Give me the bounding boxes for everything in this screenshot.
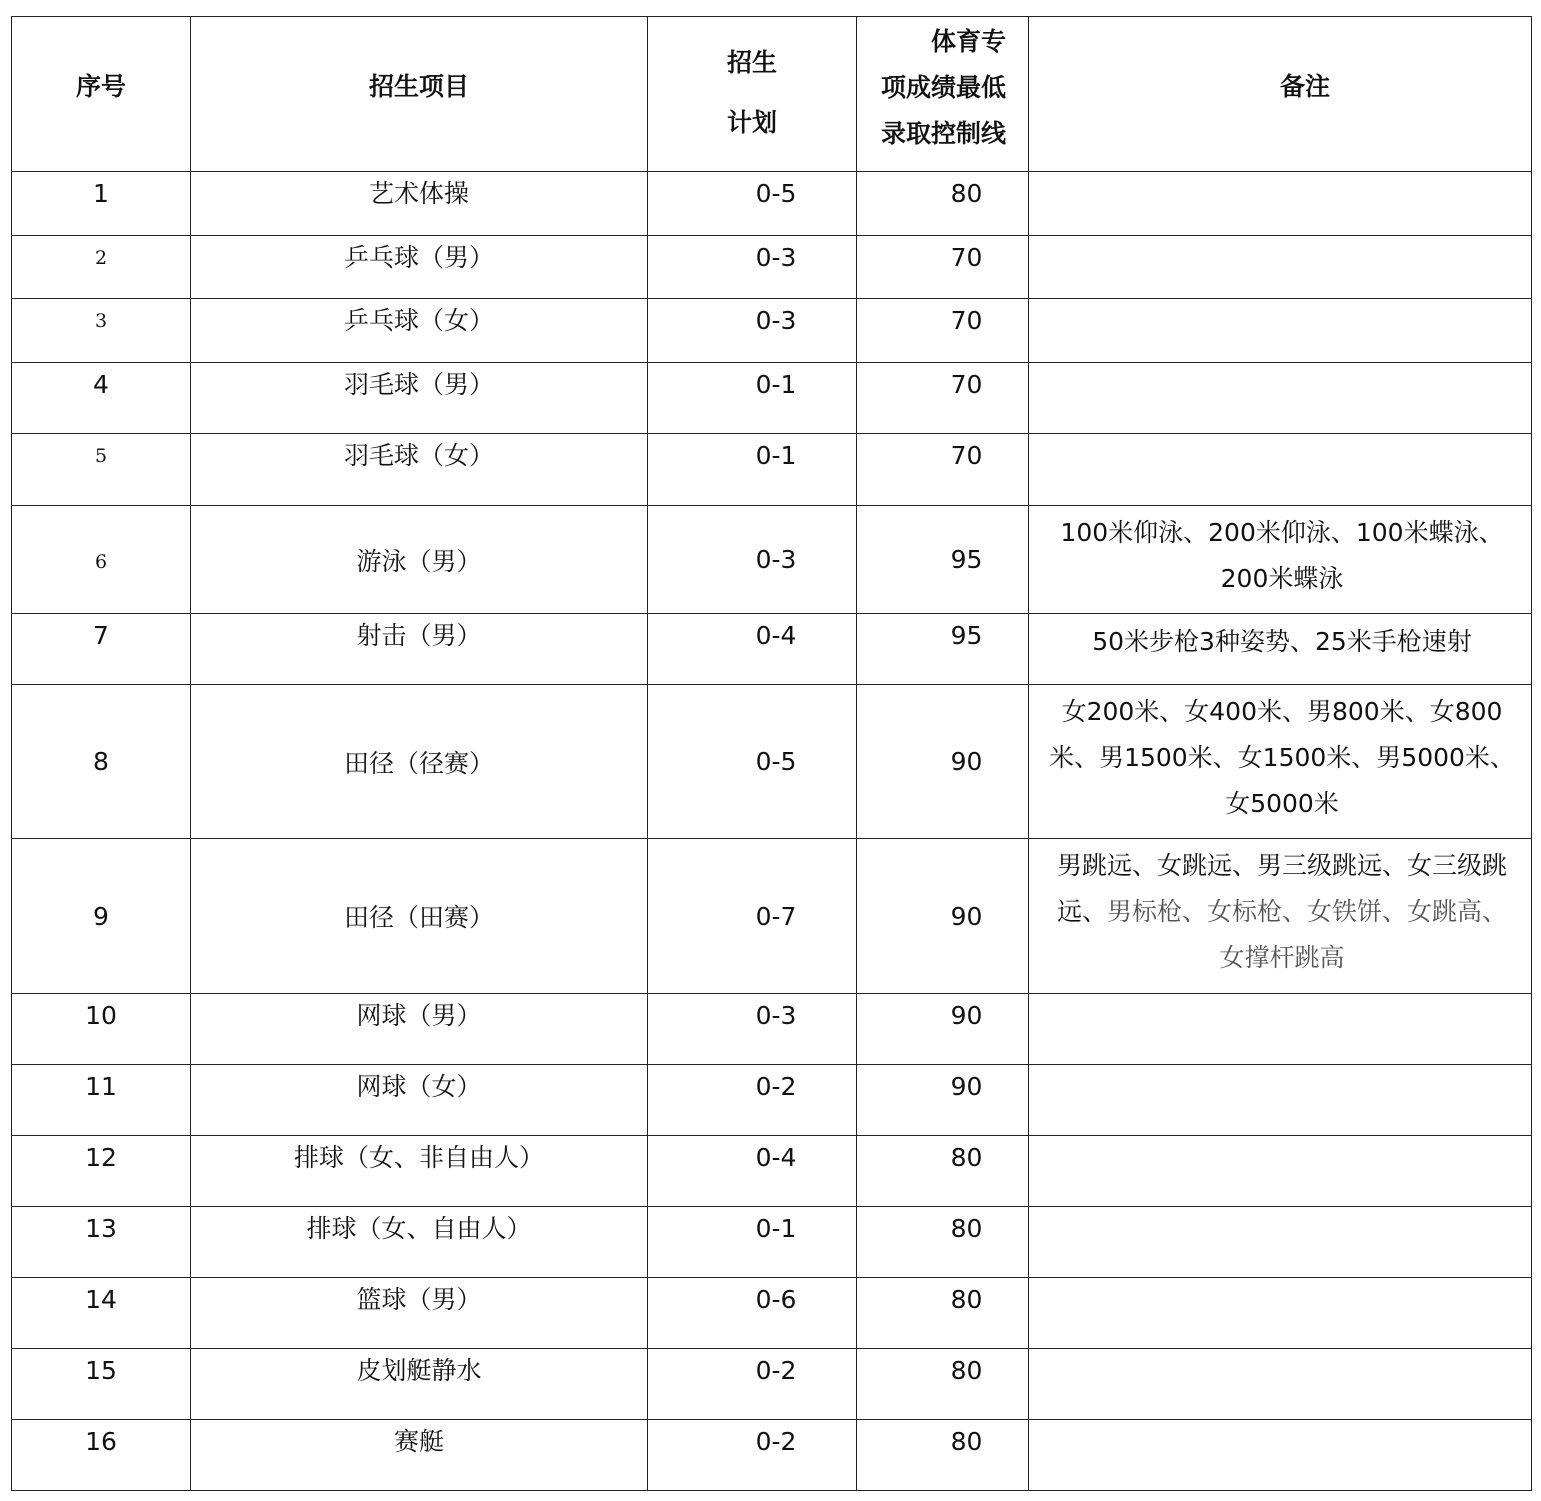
cell-project: 游泳（男） [191, 506, 648, 614]
cell-remark [1029, 363, 1532, 434]
cell-project: 射击（男） [191, 614, 648, 685]
cell-plan: 0-2 [648, 1349, 857, 1420]
table-row [12, 994, 1532, 1065]
cell-remark [1029, 1136, 1532, 1207]
cell-plan: 0-6 [648, 1278, 857, 1349]
cell-project: 网球（男） [191, 994, 648, 1065]
cell-project: 艺术体操 [191, 172, 648, 236]
cell-score: 80 [857, 172, 1029, 236]
cell-no: 12 [12, 1136, 191, 1207]
cell-no: 4 [12, 363, 191, 434]
remark-part-a: 男跳远、女跳远、男三级跳远、女三级跳远、 [1056, 851, 1507, 926]
cell-remark [1029, 1207, 1532, 1278]
cell-project: 排球（女、非自由人） [191, 1136, 648, 1207]
cell-score: 90 [857, 839, 1029, 994]
cell-remark [1029, 1349, 1532, 1420]
cell-remark [1029, 236, 1532, 299]
table-row [12, 1278, 1532, 1349]
header-plan-line1: 招生 [726, 48, 777, 77]
cell-no: 11 [12, 1065, 191, 1136]
cell-no: 14 [12, 1278, 191, 1349]
cell-remark [1029, 994, 1532, 1065]
cell-remark: 100米仰泳、200米仰泳、100米蝶泳、200米蝶泳 [1029, 506, 1532, 614]
cell-score: 80 [857, 1136, 1029, 1207]
header-project: 招生项目 [191, 17, 648, 172]
table-row [12, 506, 1532, 614]
cell-remark [1029, 839, 1532, 994]
header-score [857, 17, 1029, 172]
cell-no: 16 [12, 1420, 191, 1491]
cell-score: 80 [857, 1207, 1029, 1278]
cell-project: 网球（女） [191, 1065, 648, 1136]
cell-remark [1029, 172, 1532, 236]
table-row [12, 1349, 1532, 1420]
cell-score: 70 [857, 434, 1029, 506]
cell-remark [1029, 299, 1532, 363]
table-row [12, 236, 1532, 299]
cell-project: 乒乓球（女） [191, 299, 648, 363]
cell-plan: 0-3 [648, 994, 857, 1065]
cell-no: 15 [12, 1349, 191, 1420]
cell-project: 皮划艇静水 [191, 1349, 648, 1420]
cell-plan: 0-2 [648, 1420, 857, 1491]
table-row [12, 1207, 1532, 1278]
cell-project: 乒乓球（男） [191, 236, 648, 299]
cell-no: 8 [12, 685, 191, 839]
table-row [12, 363, 1532, 434]
cell-score: 90 [857, 1065, 1029, 1136]
cell-no: 13 [12, 1207, 191, 1278]
cell-project: 羽毛球（女） [191, 434, 648, 506]
cell-plan: 0-7 [648, 839, 857, 994]
admission-table [11, 16, 1532, 1491]
cell-score: 70 [857, 363, 1029, 434]
cell-score: 70 [857, 299, 1029, 363]
cell-project: 田径（径赛） [191, 685, 648, 839]
cell-no: 6 [12, 506, 191, 614]
cell-plan: 0-5 [648, 685, 857, 839]
cell-score: 80 [857, 1278, 1029, 1349]
cell-no: 5 [12, 434, 191, 506]
cell-project: 羽毛球（男） [191, 363, 648, 434]
cell-score: 95 [857, 614, 1029, 685]
cell-no: 10 [12, 994, 191, 1065]
header-score-line3: 录取控制线 [880, 119, 1006, 148]
cell-plan: 0-3 [648, 236, 857, 299]
header-no: 序号 [12, 17, 191, 172]
cell-no: 2 [12, 236, 191, 299]
cell-plan: 0-3 [648, 506, 857, 614]
cell-remark [1029, 1065, 1532, 1136]
cell-project: 篮球（男） [191, 1278, 648, 1349]
cell-remark [1029, 1420, 1532, 1491]
cell-plan: 0-1 [648, 434, 857, 506]
cell-plan: 0-1 [648, 363, 857, 434]
cell-project: 赛艇 [191, 1420, 648, 1491]
cell-score: 95 [857, 506, 1029, 614]
cell-plan: 0-4 [648, 614, 857, 685]
table-row [12, 299, 1532, 363]
cell-remark [1029, 1278, 1532, 1349]
cell-score: 80 [857, 1349, 1029, 1420]
cell-score: 90 [857, 685, 1029, 839]
cell-plan: 0-1 [648, 1207, 857, 1278]
table-row [12, 839, 1532, 994]
cell-project: 排球（女、自由人） [191, 1207, 648, 1278]
cell-remark: 女200米、女400米、男800米、女800米、男1500米、女1500米、男5000米、女5000米 [1029, 685, 1532, 839]
cell-no: 7 [12, 614, 191, 685]
header-row [12, 17, 1532, 172]
remark-part-b: 男标枪、女标枪、女铁饼、女跳高、女撑杆跳高 [1107, 897, 1508, 972]
header-plan-line2: 计划 [726, 108, 777, 137]
header-plan [648, 17, 857, 172]
header-remark: 备注 [1029, 17, 1532, 172]
cell-no: 3 [12, 299, 191, 363]
cell-score: 90 [857, 994, 1029, 1065]
table-row [12, 1136, 1532, 1207]
cell-no: 1 [12, 172, 191, 236]
table-row [12, 434, 1532, 506]
table-row [12, 1420, 1532, 1491]
table-row [12, 1065, 1532, 1136]
cell-score: 70 [857, 236, 1029, 299]
cell-project: 田径（田赛） [191, 839, 648, 994]
cell-remark: 50米步枪3种姿势、25米手枪速射 [1029, 614, 1532, 685]
cell-no: 9 [12, 839, 191, 994]
table-row [12, 614, 1532, 685]
header-score-line1: 体育专 [930, 27, 1006, 56]
cell-plan: 0-3 [648, 299, 857, 363]
cell-plan: 0-2 [648, 1065, 857, 1136]
table-row [12, 685, 1532, 839]
table-row [12, 172, 1532, 236]
cell-score: 80 [857, 1420, 1029, 1491]
cell-plan: 0-4 [648, 1136, 857, 1207]
header-score-line2: 项成绩最低 [880, 73, 1006, 102]
cell-plan: 0-5 [648, 172, 857, 236]
cell-remark [1029, 434, 1532, 506]
